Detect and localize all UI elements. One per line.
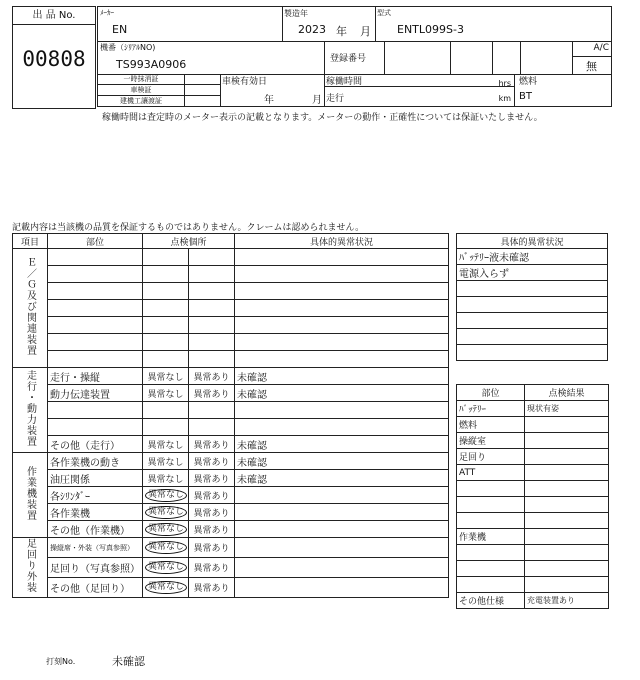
row-part bbox=[48, 351, 143, 368]
row-detail: 未確認 bbox=[235, 470, 449, 487]
anomaly-row bbox=[457, 297, 608, 313]
result-value bbox=[525, 513, 609, 529]
row-check-ng[interactable] bbox=[189, 334, 235, 351]
row-part: その他（作業機） bbox=[48, 521, 143, 538]
row-detail: 未確認 bbox=[235, 368, 449, 385]
section-label bbox=[13, 368, 48, 453]
anomaly-row bbox=[457, 265, 608, 281]
serial-label: 機番（ｼﾘｱﾙNO) bbox=[100, 43, 156, 52]
row-detail bbox=[235, 578, 449, 598]
row-part: 動力伝達装置 bbox=[48, 385, 143, 402]
result-part: 作業機 bbox=[457, 529, 525, 545]
result-part bbox=[457, 497, 525, 513]
cert-temp: 一時抹消証 bbox=[98, 74, 184, 85]
right-top-wrap bbox=[456, 233, 608, 361]
row-part bbox=[48, 266, 143, 283]
right-bottom-wrap bbox=[456, 384, 609, 609]
result-part bbox=[457, 513, 525, 529]
result-part: 操縦室 bbox=[457, 433, 525, 449]
hours-label: 稼働時間 bbox=[326, 77, 363, 87]
rb-col-part: 部位 bbox=[457, 385, 525, 401]
year-label: 製造年 bbox=[284, 9, 308, 18]
row-check-ok[interactable]: 異常なし bbox=[143, 436, 189, 453]
reg-box-2 bbox=[450, 41, 493, 75]
inspection-row bbox=[13, 317, 449, 334]
maker-cell bbox=[98, 7, 283, 42]
inspection-row bbox=[13, 266, 449, 283]
km-unit: km bbox=[498, 94, 511, 103]
row-check-ok[interactable] bbox=[143, 402, 189, 419]
anomaly-row bbox=[457, 281, 608, 297]
row-part bbox=[48, 317, 143, 334]
row-part bbox=[48, 249, 143, 266]
year-unit: 年 bbox=[336, 25, 347, 38]
anomaly-row bbox=[457, 313, 608, 329]
reg-box-3 bbox=[492, 41, 521, 75]
row-check-ng[interactable] bbox=[189, 351, 235, 368]
row-detail bbox=[235, 538, 449, 558]
serial-cell bbox=[98, 41, 325, 75]
result-value bbox=[525, 561, 609, 577]
row-check-ng[interactable] bbox=[189, 249, 235, 266]
result-value bbox=[525, 465, 609, 481]
result-part bbox=[457, 545, 525, 561]
circled-ok: 異常なし bbox=[145, 523, 187, 536]
row-check-ng[interactable]: 異常あり bbox=[189, 368, 235, 385]
row-detail: 未確認 bbox=[235, 385, 449, 402]
anomaly-text bbox=[457, 281, 608, 297]
anomaly-text: ﾊﾞｯﾃﾘｰ液未確認 bbox=[457, 249, 608, 265]
section-label-text: 走行・動力装置 bbox=[24, 369, 36, 447]
section-label-text: Ｅ／Ｇ及び関連装置 bbox=[24, 256, 36, 356]
row-check-ok[interactable] bbox=[143, 334, 189, 351]
row-part: 各ｼﾘﾝﾀﾞｰ bbox=[48, 487, 143, 504]
result-row bbox=[457, 481, 609, 497]
ac-value: 無 bbox=[586, 60, 597, 73]
row-detail bbox=[235, 504, 449, 521]
result-value bbox=[525, 529, 609, 545]
row-detail: 未確認 bbox=[235, 436, 449, 453]
section-label bbox=[13, 249, 48, 368]
inspection-label: 車検有効日 bbox=[222, 77, 268, 87]
result-row bbox=[457, 401, 609, 417]
row-check-ng[interactable]: 異常あり bbox=[189, 436, 235, 453]
row-part: 足回り（写真参照） bbox=[48, 558, 143, 578]
col-item: 項目 bbox=[13, 234, 48, 249]
rb-col-result: 点検結果 bbox=[525, 385, 609, 401]
result-part bbox=[457, 561, 525, 577]
reg-label: 登録番号 bbox=[330, 54, 367, 64]
anomaly-text: 電源入らず bbox=[457, 265, 608, 281]
row-part bbox=[48, 300, 143, 317]
inspection-table bbox=[12, 233, 449, 598]
result-part: ﾊﾞｯﾃﾘｰ bbox=[457, 401, 525, 417]
anomaly-text bbox=[457, 345, 608, 361]
result-row bbox=[457, 417, 609, 433]
slip-number-label: 出 品 No. bbox=[13, 7, 95, 25]
cert-checks bbox=[184, 74, 221, 106]
circled-ok: 異常なし bbox=[145, 506, 187, 519]
result-value bbox=[525, 433, 609, 449]
row-detail bbox=[235, 334, 449, 351]
row-detail bbox=[235, 521, 449, 538]
fuel-label: 燃料 bbox=[519, 77, 538, 87]
row-check-ok[interactable] bbox=[143, 538, 189, 558]
row-check-ng[interactable]: 異常あり bbox=[189, 578, 235, 598]
result-row bbox=[457, 545, 609, 561]
inspection-row bbox=[13, 334, 449, 351]
inspection-row bbox=[13, 368, 449, 385]
section-label bbox=[13, 538, 48, 598]
inspection-row bbox=[13, 453, 449, 470]
result-row bbox=[457, 577, 609, 593]
inspection-row bbox=[13, 558, 449, 578]
row-detail bbox=[235, 402, 449, 419]
disclaimer: 記載内容は当該機の品質を保証するものではありません。クレームは認められません。 bbox=[12, 223, 365, 233]
anomaly-row bbox=[457, 329, 608, 345]
row-check-ng[interactable] bbox=[189, 300, 235, 317]
col-part: 部位 bbox=[48, 234, 143, 249]
inspection-row bbox=[13, 249, 449, 266]
result-value bbox=[525, 497, 609, 513]
row-check-ok[interactable] bbox=[143, 521, 189, 538]
row-part: 走行・操縦 bbox=[48, 368, 143, 385]
row-part: その他（足回り） bbox=[48, 578, 143, 598]
result-part: その他仕様 bbox=[457, 593, 525, 609]
inspection-table-wrap bbox=[12, 233, 449, 598]
row-check-ok[interactable]: 異常なし bbox=[143, 368, 189, 385]
right-bottom-table bbox=[456, 384, 609, 609]
result-row bbox=[457, 449, 609, 465]
row-check-ok[interactable] bbox=[143, 578, 189, 598]
anomaly-text bbox=[457, 297, 608, 313]
circled-ok: 異常なし bbox=[145, 581, 187, 594]
maker-label: ﾒｰｶｰ bbox=[100, 9, 114, 17]
row-check-ok[interactable] bbox=[143, 558, 189, 578]
section-label-text: 作業機装置 bbox=[24, 465, 36, 521]
row-part bbox=[48, 402, 143, 419]
row-check-ok[interactable] bbox=[143, 317, 189, 334]
inspection-row bbox=[13, 504, 449, 521]
slip-number-box bbox=[12, 6, 96, 109]
cert-vehicle: 車検証 bbox=[98, 85, 184, 96]
inspection-row bbox=[13, 538, 449, 558]
row-part: 油圧関係 bbox=[48, 470, 143, 487]
row-detail bbox=[235, 351, 449, 368]
row-check-ng[interactable]: 異常あり bbox=[189, 453, 235, 470]
cert-transfer: 建機工讓渡証 bbox=[120, 97, 162, 105]
result-row bbox=[457, 561, 609, 577]
row-check-ng[interactable]: 異常あり bbox=[189, 470, 235, 487]
result-row bbox=[457, 433, 609, 449]
row-detail bbox=[235, 419, 449, 436]
right-top-table bbox=[456, 233, 608, 361]
header-grid bbox=[97, 6, 612, 107]
result-value: 充電装置あり bbox=[525, 593, 609, 609]
row-detail bbox=[235, 487, 449, 504]
row-detail bbox=[235, 558, 449, 578]
anomaly-row bbox=[457, 249, 608, 265]
row-check-ng[interactable]: 異常あり bbox=[189, 521, 235, 538]
meter-note: 稼働時間は査定時のメーター表示の記載となります。メーターの動作・正確性については保証いたしません。 bbox=[102, 113, 543, 123]
model-cell bbox=[375, 7, 611, 42]
inspection-month-unit: 月 bbox=[312, 95, 322, 106]
row-part: その他（走行） bbox=[48, 436, 143, 453]
result-row bbox=[457, 465, 609, 481]
result-value bbox=[525, 417, 609, 433]
result-row bbox=[457, 513, 609, 529]
reg-box-1 bbox=[384, 41, 451, 75]
row-detail bbox=[235, 249, 449, 266]
inspection-row bbox=[13, 300, 449, 317]
row-part: 各作業機の動き bbox=[48, 453, 143, 470]
serial-value: TS993A0906 bbox=[116, 58, 187, 71]
result-part: ATT bbox=[457, 465, 525, 481]
cert-cells bbox=[98, 74, 185, 106]
circled-ok: 異常なし bbox=[145, 541, 187, 554]
result-part: 足回り bbox=[457, 449, 525, 465]
inspection-row bbox=[13, 351, 449, 368]
col-check: 点検個所 bbox=[143, 234, 235, 249]
travel-label: 走行 bbox=[326, 94, 345, 104]
row-check-ok[interactable] bbox=[143, 249, 189, 266]
stamp-label: 打刻No. bbox=[46, 657, 76, 666]
maker-value: EN bbox=[112, 23, 128, 36]
row-check-ng[interactable]: 異常あり bbox=[189, 385, 235, 402]
fuel-cell bbox=[514, 74, 611, 106]
hours-cell bbox=[324, 74, 515, 106]
result-part: 燃料 bbox=[457, 417, 525, 433]
inspection-row bbox=[13, 419, 449, 436]
row-detail: 未確認 bbox=[235, 453, 449, 470]
inspection-table-body bbox=[13, 249, 449, 598]
row-part bbox=[48, 334, 143, 351]
fuel-value: BT bbox=[519, 91, 532, 102]
row-check-ok[interactable]: 異常なし bbox=[143, 470, 189, 487]
inspection-row bbox=[13, 521, 449, 538]
row-check-ok[interactable] bbox=[143, 351, 189, 368]
circled-ok: 異常なし bbox=[145, 561, 187, 574]
row-part bbox=[48, 419, 143, 436]
result-value bbox=[525, 545, 609, 561]
row-check-ok[interactable] bbox=[143, 419, 189, 436]
row-detail bbox=[235, 317, 449, 334]
inspection-cell bbox=[220, 74, 325, 106]
row-check-ok[interactable]: 異常なし bbox=[143, 453, 189, 470]
inspection-row bbox=[13, 578, 449, 598]
row-check-ok[interactable] bbox=[143, 266, 189, 283]
row-check-ok[interactable]: 異常なし bbox=[143, 385, 189, 402]
row-check-ng[interactable] bbox=[189, 402, 235, 419]
inspection-row bbox=[13, 470, 449, 487]
result-part bbox=[457, 481, 525, 497]
result-row bbox=[457, 529, 609, 545]
row-check-ok[interactable] bbox=[143, 504, 189, 521]
anomaly-text bbox=[457, 313, 608, 329]
row-check-ok[interactable] bbox=[143, 300, 189, 317]
year-value: 2023 bbox=[298, 23, 326, 36]
row-detail bbox=[235, 266, 449, 283]
row-detail bbox=[235, 300, 449, 317]
inspection-row bbox=[13, 402, 449, 419]
slip-number: 00808 bbox=[22, 47, 86, 71]
row-check-ok[interactable] bbox=[143, 487, 189, 504]
row-part bbox=[48, 283, 143, 300]
row-part: 各作業機 bbox=[48, 504, 143, 521]
col-detail: 具体的異常状況 bbox=[235, 234, 449, 249]
anomaly-text bbox=[457, 329, 608, 345]
reg-box-4 bbox=[520, 41, 573, 75]
result-value bbox=[525, 577, 609, 593]
reg-label-cell bbox=[324, 41, 385, 75]
hrs-unit: hrs bbox=[498, 79, 511, 88]
inspection-row bbox=[13, 385, 449, 402]
row-check-ng[interactable] bbox=[189, 317, 235, 334]
result-value bbox=[525, 449, 609, 465]
year-cell bbox=[282, 7, 376, 42]
circled-ok: 異常なし bbox=[145, 489, 187, 502]
result-row bbox=[457, 593, 609, 609]
row-check-ng[interactable] bbox=[189, 419, 235, 436]
right-top-header: 具体的異常状況 bbox=[457, 234, 608, 249]
row-check-ng[interactable]: 異常あり bbox=[189, 504, 235, 521]
ac-cell bbox=[572, 41, 611, 75]
inspection-row bbox=[13, 283, 449, 300]
row-part: 操縦席・外装（写真参照） bbox=[48, 538, 143, 558]
row-check-ng[interactable]: 異常あり bbox=[189, 558, 235, 578]
result-row bbox=[457, 497, 609, 513]
month-unit: 月 bbox=[360, 25, 371, 38]
section-label-text: 足回り外装 bbox=[24, 538, 36, 593]
inspection-row bbox=[13, 436, 449, 453]
row-detail bbox=[235, 283, 449, 300]
stamp-value: 未確認 bbox=[112, 655, 145, 668]
row-check-ng[interactable] bbox=[189, 283, 235, 300]
inspection-row bbox=[13, 487, 449, 504]
section-label bbox=[13, 453, 48, 538]
ac-label: A/C bbox=[593, 43, 609, 53]
anomaly-row bbox=[457, 345, 608, 361]
inspection-year-unit: 年 bbox=[264, 95, 274, 106]
model-label: 型式 bbox=[377, 9, 391, 17]
header-block bbox=[12, 6, 612, 107]
result-part bbox=[457, 577, 525, 593]
model-value: ENTL099S-3 bbox=[397, 23, 464, 36]
row-check-ok[interactable] bbox=[143, 283, 189, 300]
row-check-ng[interactable]: 異常あり bbox=[189, 538, 235, 558]
row-check-ng[interactable] bbox=[189, 266, 235, 283]
result-value bbox=[525, 481, 609, 497]
row-check-ng[interactable]: 異常あり bbox=[189, 487, 235, 504]
result-value: 現状有姿 bbox=[525, 401, 609, 417]
